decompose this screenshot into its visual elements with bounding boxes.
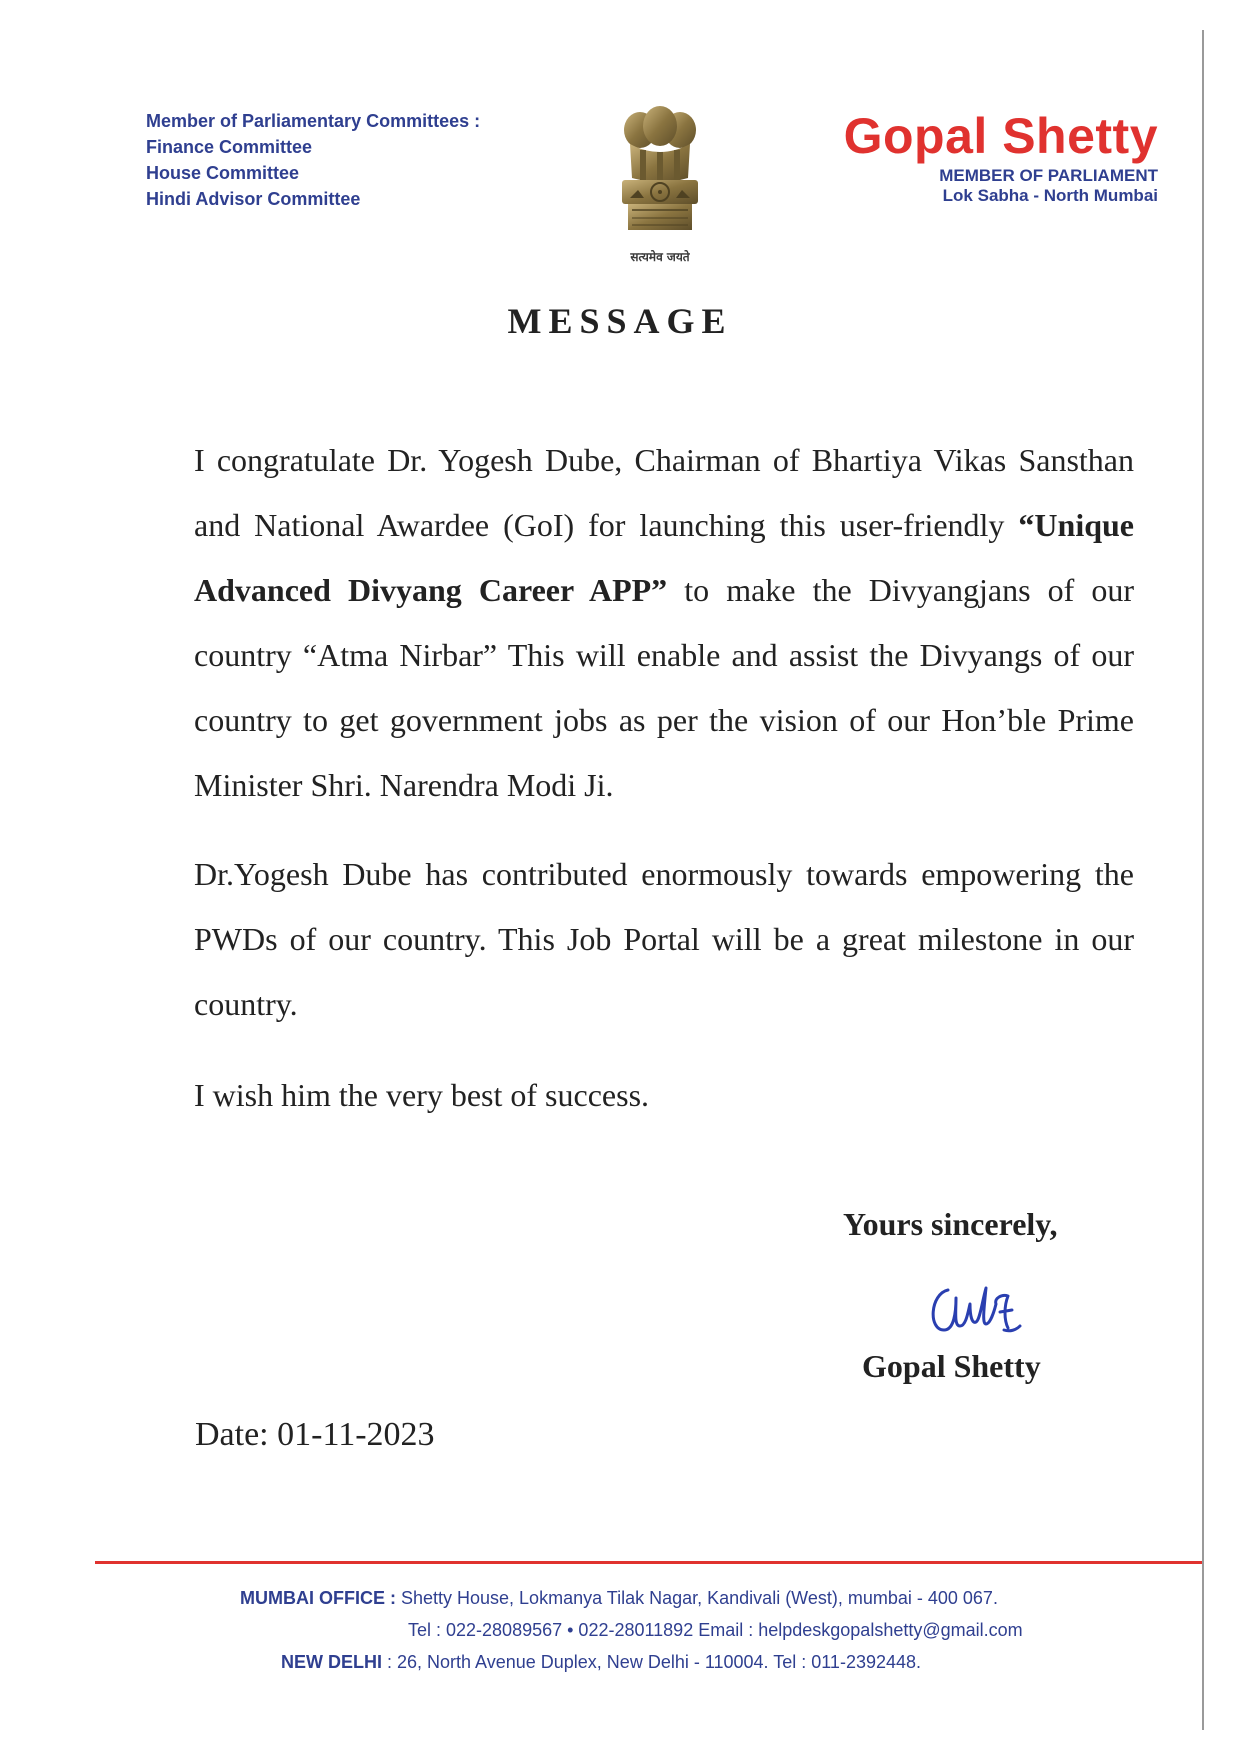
mumbai-office-address: Shetty House, Lokmanya Tilak Nagar, Kandivali (West), mumbai - 400 067. <box>395 1588 998 1608</box>
message-paragraph-2: Dr.Yogesh Dube has contributed enormously towards empowering the PWDs of our country. This Job Portal will be a great milestone in our country. <box>194 856 1134 1022</box>
page-edge-line <box>1202 30 1204 1730</box>
national-emblem <box>600 100 720 270</box>
message-heading: MESSAGE <box>507 301 733 341</box>
committee-item: Hindi Advisor Committee <box>146 189 361 209</box>
committee-item: Finance Committee <box>146 137 313 157</box>
closing-salutation: Yours sincerely, <box>843 1206 1058 1242</box>
mumbai-office-row <box>240 1582 998 1614</box>
new-delhi-label: NEW DELHI <box>281 1652 382 1672</box>
message-paragraph-1 <box>194 428 1134 818</box>
mp-header <box>844 108 1158 206</box>
letter-date: Date: 01-11-2023 <box>195 1416 435 1453</box>
contact-row: Tel : 022-28089567 • 022-28011892 Email : helpdeskgopalshetty@gmail.com <box>408 1620 1023 1640</box>
signer-name: Gopal Shetty <box>862 1348 1041 1384</box>
mp-constituency: Lok Sabha - North Mumbai <box>942 186 1158 205</box>
mumbai-office-label: MUMBAI OFFICE : <box>240 1588 396 1608</box>
message-body <box>194 428 1134 1128</box>
committee-item: House Committee <box>146 163 300 183</box>
mp-title: MEMBER OF PARLIAMENT <box>939 166 1158 185</box>
app-name-highlight: “Unique Advanced Divyang Career APP” <box>194 507 1134 608</box>
paragraph-1-part-c: to make the Divyangjans of our country “Atma Nirbar” This will enable and assist the Divyangs of our country to get government jobs as per the vision of our Hon’ble Prime Minister Shri. Narendra Modi Ji. <box>194 572 1134 803</box>
national-emblem-icon <box>600 100 720 250</box>
footer-divider <box>95 1561 1202 1564</box>
signature-icon <box>920 1268 1040 1348</box>
message-paragraph-3: I wish him the very best of success. <box>194 1077 650 1113</box>
committees-block <box>146 108 480 212</box>
paragraph-1-part-a: I congratulate Dr. Yogesh Dube, Chairman of Bhartiya Vikas Sansthan and National Awardee (GoI) for launching this user-friendly <box>194 442 1134 543</box>
committees-heading: Member of Parliamentary Committees : <box>146 111 481 131</box>
new-delhi-row <box>281 1646 921 1678</box>
new-delhi-address: : 26, North Avenue Duplex, New Delhi - 110004. Tel : 011-2392448. <box>382 1652 922 1672</box>
mp-name: Gopal Shetty <box>843 108 1158 164</box>
emblem-motto: सत्यमेव जयते <box>630 250 690 264</box>
